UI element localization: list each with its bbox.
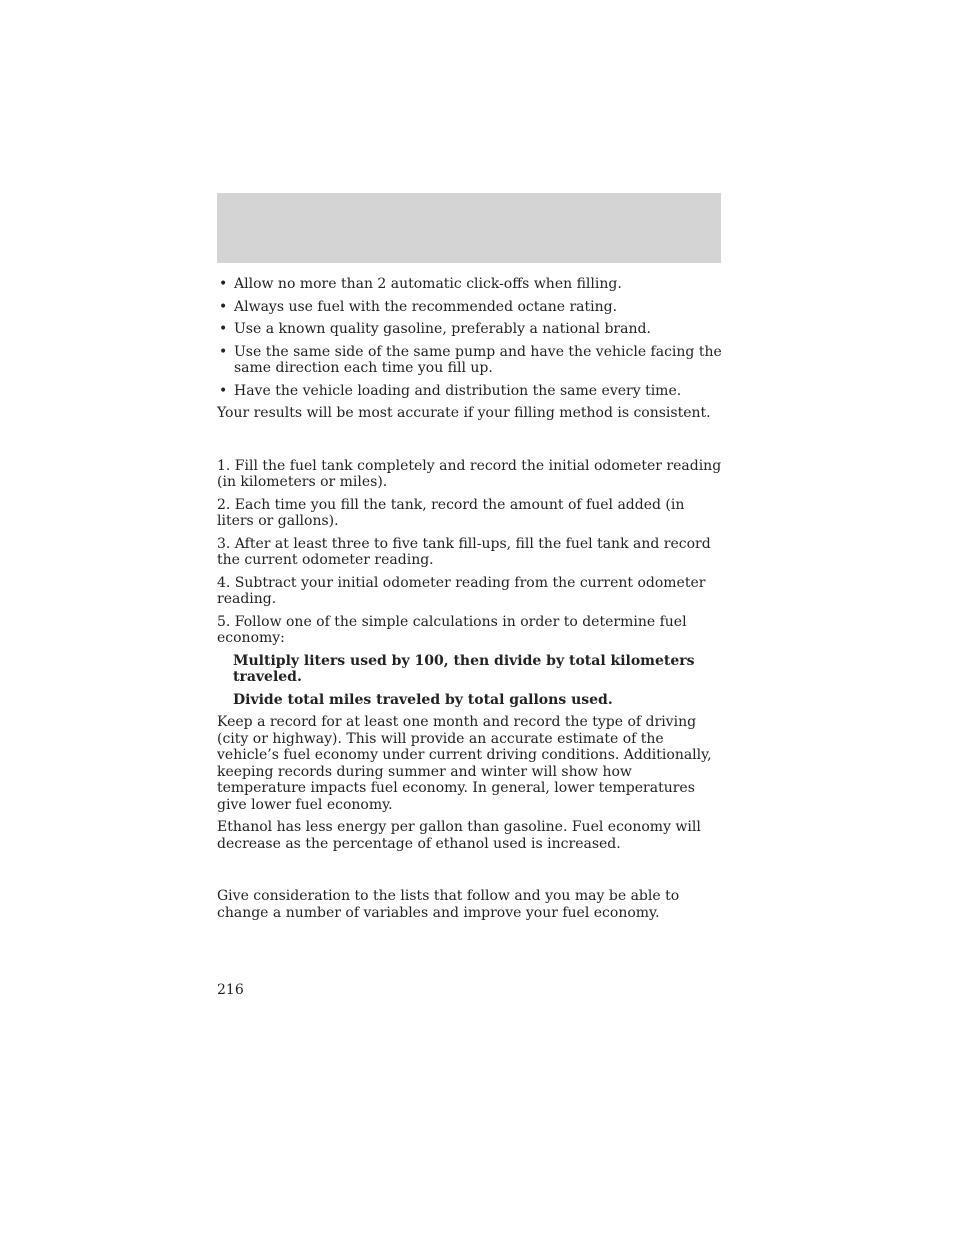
step-1: 1. Fill the fuel tank completely and record the initial odometer reading (in kilometers or miles). [217, 457, 722, 490]
list-item-text: Allow no more than 2 automatic click-offs when filling. [234, 276, 622, 292]
calculation-imperial: Divide total miles traveled by total gallons used. [233, 691, 613, 708]
bullet-icon: • [219, 298, 228, 315]
step-2: 2. Each time you fill the tank, record the amount of fuel added (in liters or gallons). [217, 496, 685, 529]
section-gap [217, 428, 723, 458]
bullet-icon: • [219, 321, 228, 337]
list-item-text: Use a known quality gasoline, preferably a national brand. [234, 321, 651, 337]
list-item [217, 344, 723, 377]
ethanol-paragraph: Ethanol has less energy per gallon than gasoline. Fuel economy will decrease as the percentage of ethanol used is increased. [217, 819, 701, 852]
header-band [217, 193, 721, 263]
filling-tips-list [217, 276, 723, 399]
step-5: 5. Follow one of the simple calculations in order to determine fuel economy: [217, 613, 687, 646]
bullet-icon: • [219, 382, 228, 399]
bullet-icon: • [219, 276, 228, 292]
page-content [217, 276, 723, 927]
list-item-text: Use the same side of the same pump and have the vehicle facing the same direction each time you fill up. [234, 343, 722, 376]
page-number: 216 [217, 982, 244, 998]
record-paragraph: Keep a record for at least one month and record the type of driving (city or highway). This will provide an accurate estimate of the vehicle’s fuel economy under current driving conditions. Additionally, keeping records during summer and winter will show how temperature impacts fuel economy. In general, lower temperatures give lower fuel economy. [217, 714, 712, 813]
bullet-icon: • [219, 343, 228, 360]
list-item [217, 383, 723, 400]
section-gap [217, 858, 723, 888]
calculation-metric: Multiply liters used by 100, then divide by total kilometers traveled. [233, 652, 695, 685]
list-item-text: Have the vehicle loading and distribution the same every time. [234, 382, 682, 399]
list-item-text: Always use fuel with the recommended octane rating. [234, 298, 618, 315]
consideration-paragraph: Give consideration to the lists that follow and you may be able to change a number of variables and improve your fuel economy. [217, 888, 680, 921]
consistency-note: Your results will be most accurate if your filling method is consistent. [217, 405, 711, 421]
list-item [217, 321, 723, 338]
step-3: 3. After at least three to five tank fill-ups, fill the fuel tank and record the current odometer reading. [217, 535, 711, 568]
list-item [217, 299, 723, 316]
list-item [217, 276, 723, 293]
step-4: 4. Subtract your initial odometer reading from the current odometer reading. [217, 574, 706, 607]
